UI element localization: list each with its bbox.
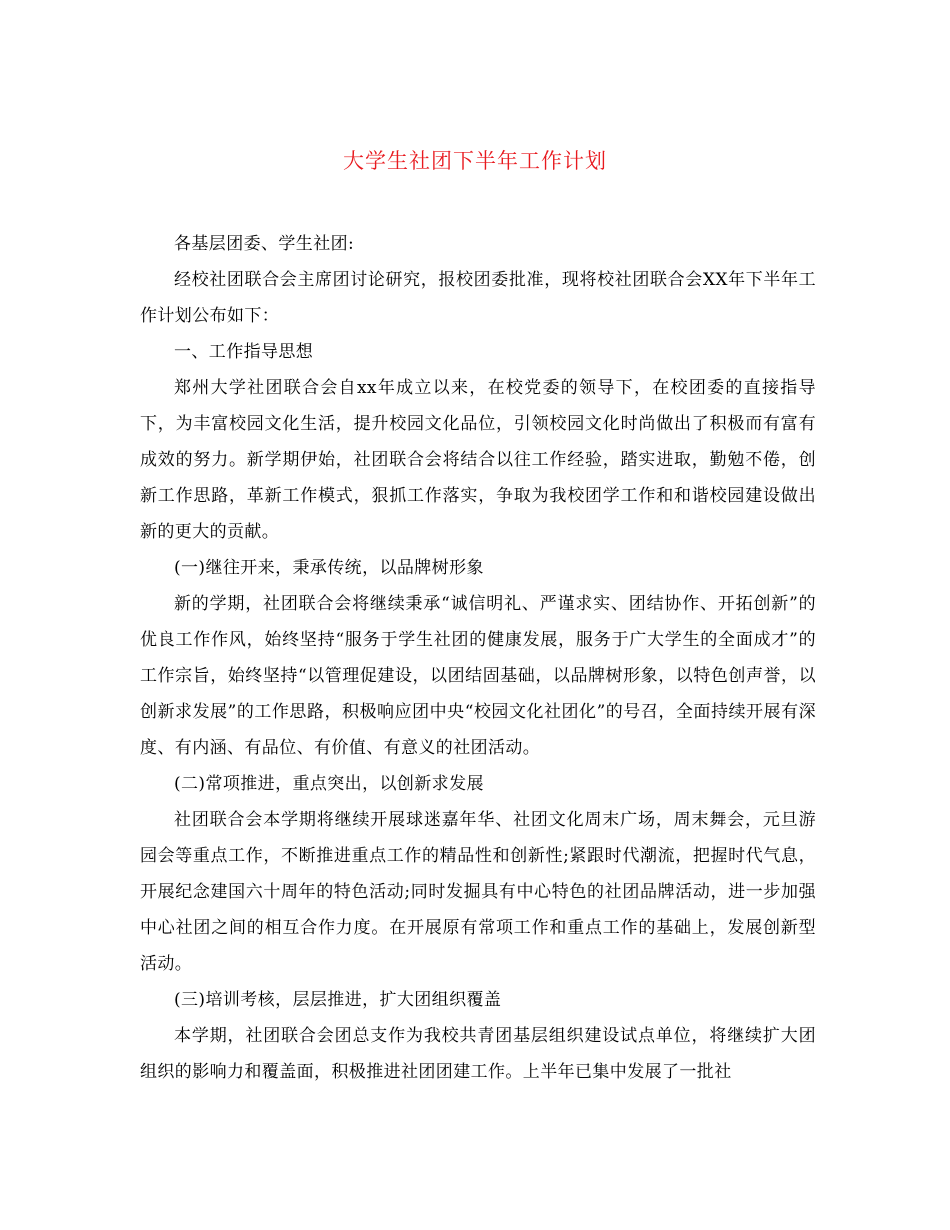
- subsection-heading-2: (二)常项推进，重点突出，以创新求发展: [174, 774, 484, 794]
- subsection-heading-1: (一)继往开来，秉承传统，以品牌树形象: [174, 558, 484, 578]
- document-title: 大学生社团下半年工作计划: [343, 149, 607, 173]
- section-heading-guiding-thought: 一、工作指导思想: [174, 342, 314, 362]
- guiding-thought-paragraph: 郑州大学社团联合会自xx年成立以来，在校党委的领导下，在校团委的直接指导下，为丰富校园文化生活，提升校园文化品位，引领校园文化时尚做出了积极而有富有成效的努力。新学期伊始，社团联合会将结合以往工作经验，踏实进取，勤勉不倦，创新工作思路，革新工作模式，狠抓工作落实，争取为我校团学工作和和谐校园建设做出新的更大的贡献。: [140, 378, 816, 542]
- subsection-1-paragraph: 新的学期，社团联合会将继续秉承“诚信明礼、严谨求实、团结协作、开拓创新”的优良工作作风，始终坚持“服务于学生社团的健康发展，服务于广大学生的全面成才”的工作宗旨，始终坚持“以管理促建设，以团结固基础，以品牌树形象，以特色创声誉，以创新求发展”的工作思路，积极响应团中央“校园文化社团化”的号召，全面持续开展有深度、有内涵、有品位、有价值、有意义的社团活动。: [140, 594, 816, 758]
- salutation: 各基层团委、学生社团:: [174, 234, 355, 254]
- document-body: [140, 226, 816, 1090]
- subsection-heading-3: (三)培训考核，层层推进，扩大团组织覆盖: [174, 990, 502, 1010]
- subsection-2-paragraph: 社团联合会本学期将继续开展球迷嘉年华、社团文化周末广场，周末舞会，元旦游园会等重点工作，不断推进重点工作的精品性和创新性;紧跟时代潮流，把握时代气息，开展纪念建国六十周年的特色活动;同时发掘具有中心特色的社团品牌活动，进一步加强中心社团之间的相互合作力度。在开展原有常项工作和重点工作的基础上，发展创新型活动。: [140, 810, 816, 974]
- subsection-3-paragraph: 本学期，社团联合会团总支作为我校共青团基层组织建设试点单位，将继续扩大团组织的影响力和覆盖面，积极推进社团团建工作。上半年已集中发展了一批社: [140, 1026, 816, 1082]
- intro-paragraph: 经校社团联合会主席团讨论研究，报校团委批准，现将校社团联合会XX年下半年工作计划公布如下：: [140, 270, 816, 326]
